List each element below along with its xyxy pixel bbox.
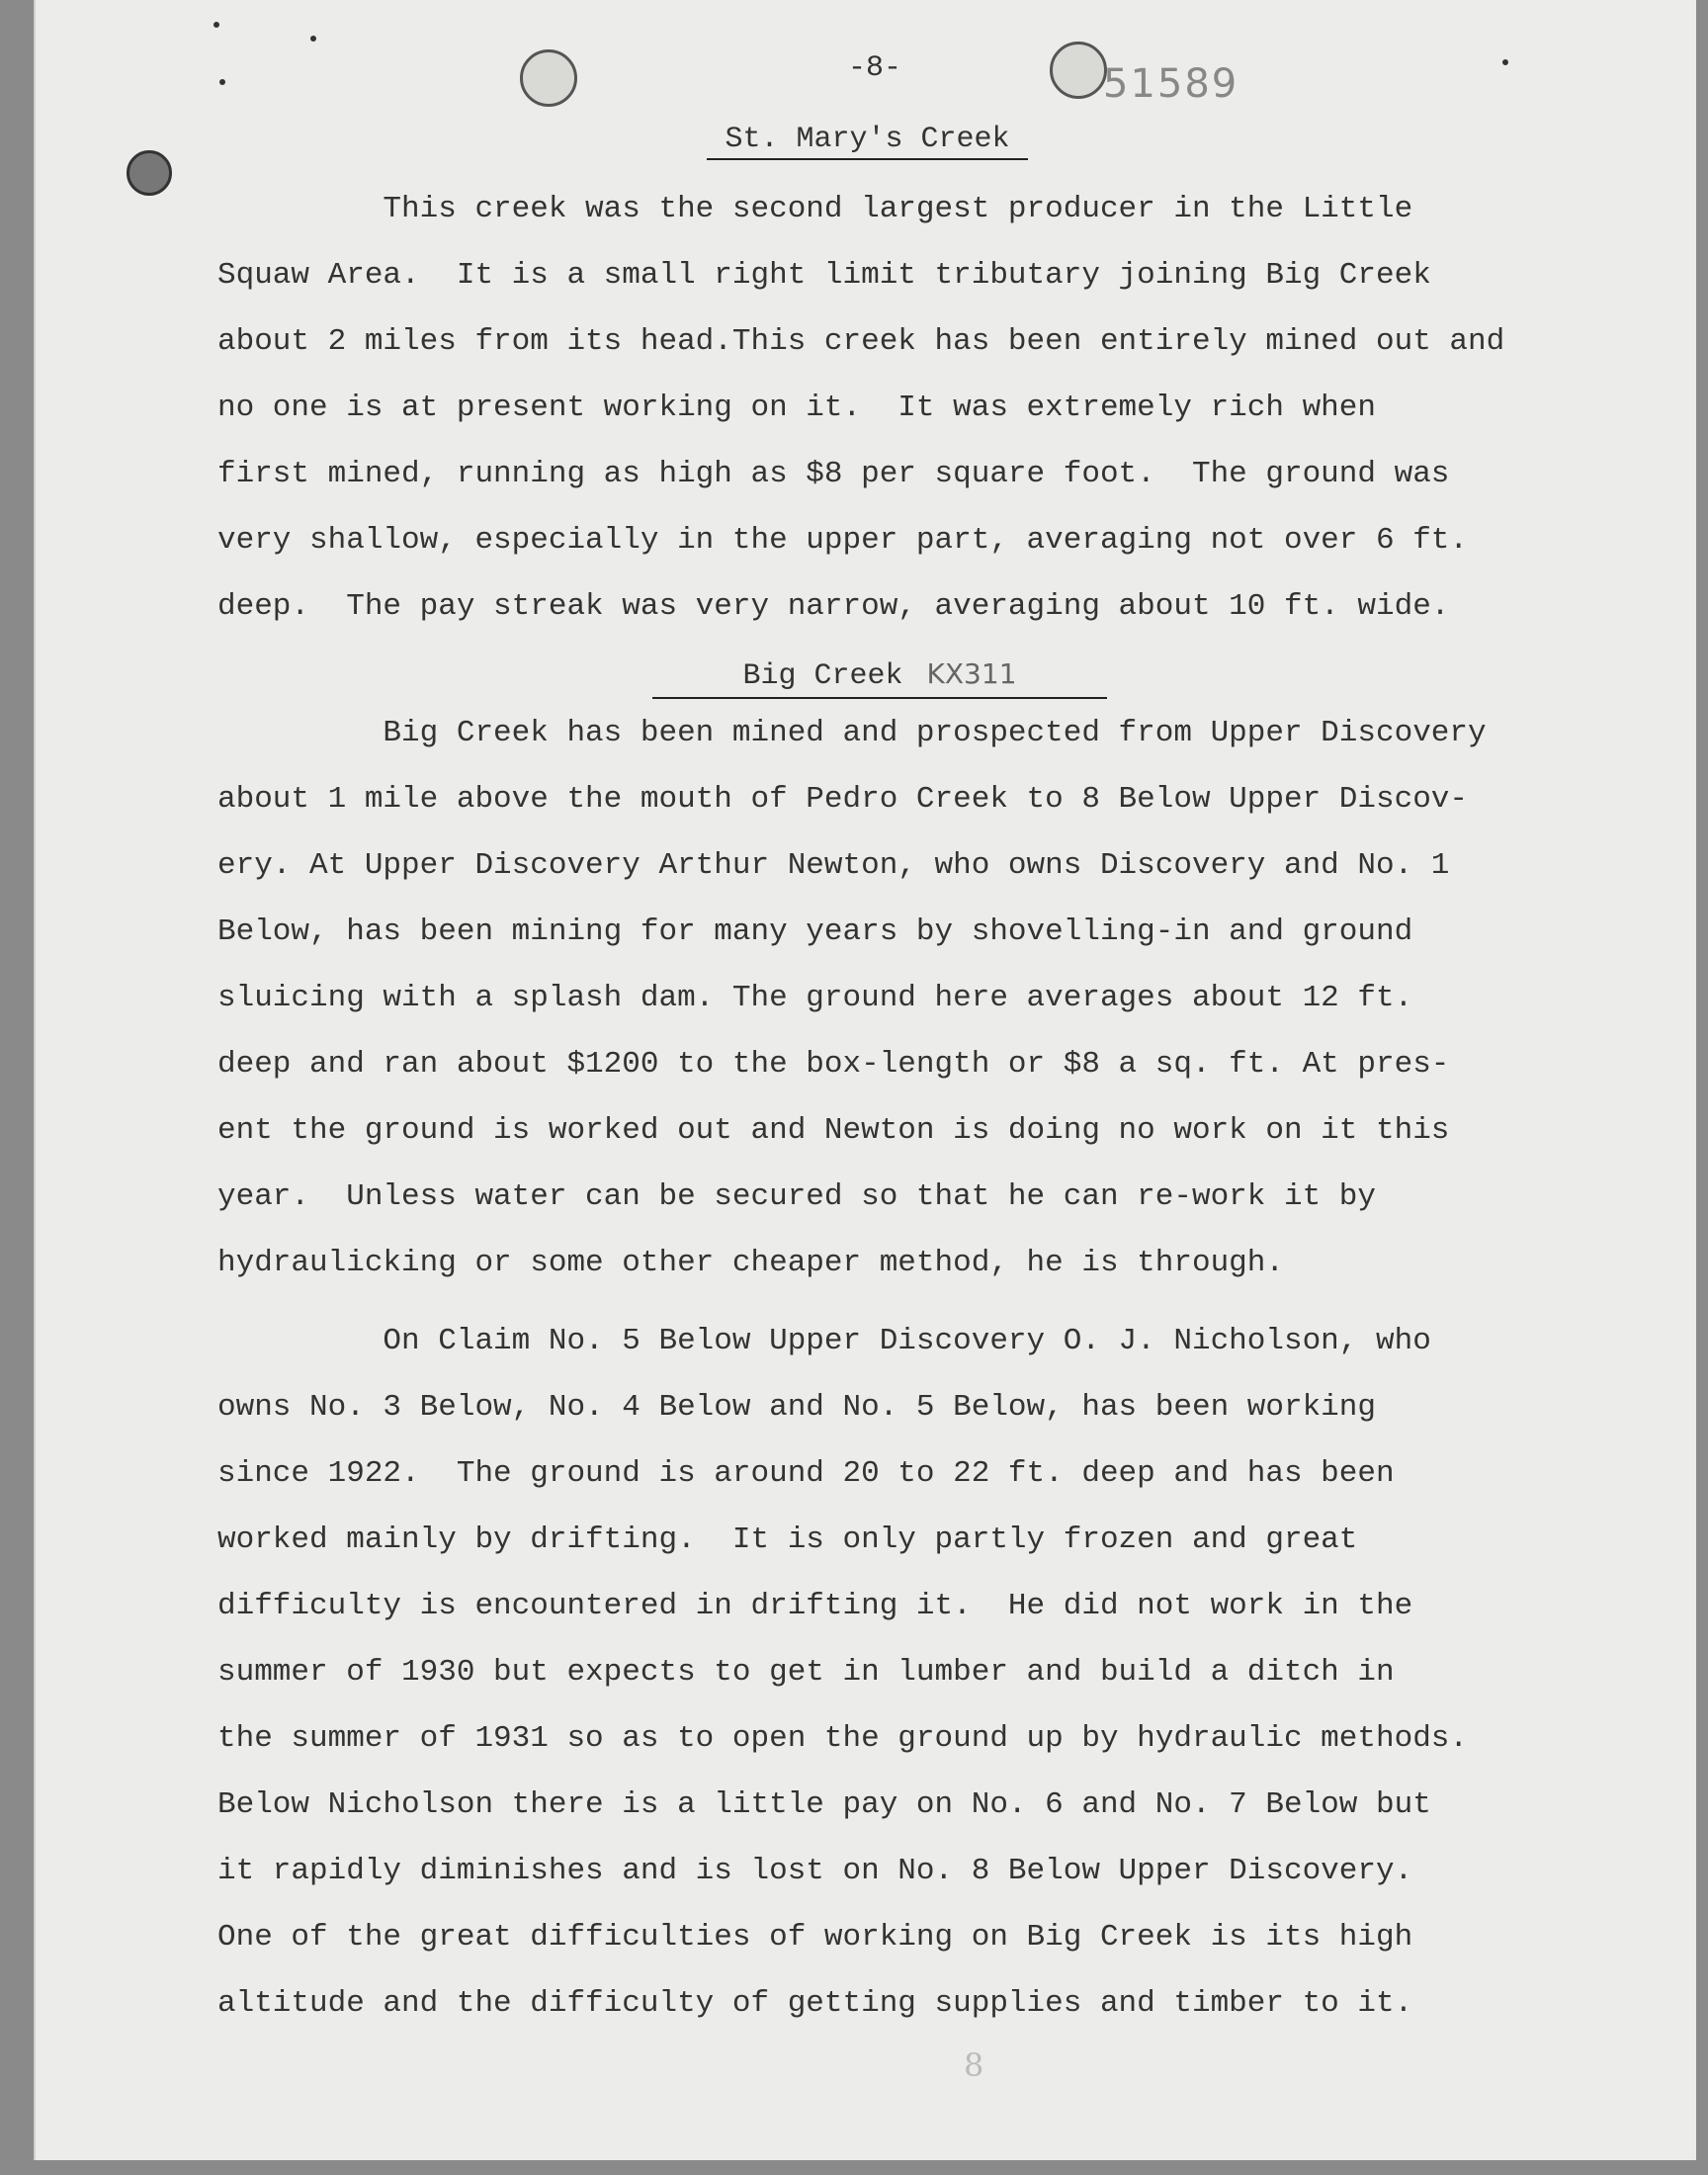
text-line: sluicing with a splash dam. The ground here averages about 12 ft.	[217, 981, 1413, 1015]
text-line: since 1922. The ground is around 20 to 22 ft. deep and has been	[217, 1456, 1395, 1491]
text-line: very shallow, especially in the upper part, averaging not over 6 ft.	[217, 523, 1469, 558]
text-line: deep. The pay streak was very narrow, averaging about 10 ft. wide.	[217, 589, 1450, 624]
text-line: altitude and the difficulty of getting supplies and timber to it.	[217, 1986, 1413, 2021]
footer-page-number: 8	[964, 2046, 984, 2084]
text-line: Big Creek has been mined and prospected from Upper Discovery	[217, 716, 1487, 750]
text-line: One of the great difficulties of working on Big Creek is its high	[217, 1920, 1413, 1955]
dust-speck	[1502, 59, 1508, 65]
text-line: difficulty is encountered in drifting it. He did not work in the	[217, 1589, 1413, 1623]
text-line: Below, has been mining for many years by shovelling-in and ground	[217, 914, 1413, 949]
text-line: hydraulicking or some other cheaper method, he is through.	[217, 1246, 1284, 1280]
text-line: ery. At Upper Discovery Arthur Newton, who owns Discovery and No. 1	[217, 848, 1450, 883]
text-line: no one is at present working on it. It was extremely rich when	[217, 391, 1376, 425]
handwritten-note: KX311	[926, 657, 1017, 690]
text-line: Squaw Area. It is a small right limit tributary joining Big Creek	[217, 258, 1431, 293]
punch-hole	[520, 49, 577, 107]
paragraph-st-marys-creek	[217, 176, 1601, 640]
text-line: about 1 mile above the mouth of Pedro Creek to 8 Below Upper Discov-	[217, 782, 1469, 817]
text-line: ent the ground is worked out and Newton is doing no work on it this	[217, 1113, 1450, 1148]
text-line: summer of 1930 but expects to get in lumber and build a ditch in	[217, 1655, 1395, 1690]
document-id: 51589	[1103, 61, 1239, 107]
paragraph-big-creek-1	[217, 700, 1601, 1296]
punch-hole	[127, 150, 172, 196]
section-heading-st-marys-creek: St. Mary's Creek	[707, 123, 1028, 160]
text-line: deep and ran about $1200 to the box-length or $8 a sq. ft. At pres-	[217, 1047, 1450, 1082]
heading-text: Big Creek	[742, 659, 903, 693]
text-line: worked mainly by drifting. It is only partly frozen and great	[217, 1522, 1358, 1557]
paragraph-big-creek-2	[217, 1308, 1601, 2037]
section-heading-big-creek	[652, 657, 1107, 699]
dust-speck	[214, 22, 219, 28]
text-line: year. Unless water can be secured so that he can re-work it by	[217, 1179, 1376, 1214]
text-line: This creek was the second largest producer in the Little	[217, 192, 1413, 226]
dust-speck	[219, 79, 225, 85]
page-number: -8-	[848, 51, 902, 85]
dust-speck	[310, 36, 316, 42]
text-line: the summer of 1931 so as to open the ground up by hydraulic methods.	[217, 1721, 1469, 1756]
text-line: about 2 miles from its head.This creek has been entirely mined out and	[217, 324, 1505, 359]
text-line: it rapidly diminishes and is lost on No. 8 Below Upper Discovery.	[217, 1854, 1413, 1888]
punch-hole	[1050, 42, 1107, 99]
text-line: On Claim No. 5 Below Upper Discovery O. J. Nicholson, who	[217, 1324, 1431, 1358]
text-line: first mined, running as high as $8 per square foot. The ground was	[217, 457, 1450, 491]
text-line: owns No. 3 Below, No. 4 Below and No. 5 Below, has been working	[217, 1390, 1376, 1425]
text-line: Below Nicholson there is a little pay on No. 6 and No. 7 Below but	[217, 1787, 1431, 1822]
